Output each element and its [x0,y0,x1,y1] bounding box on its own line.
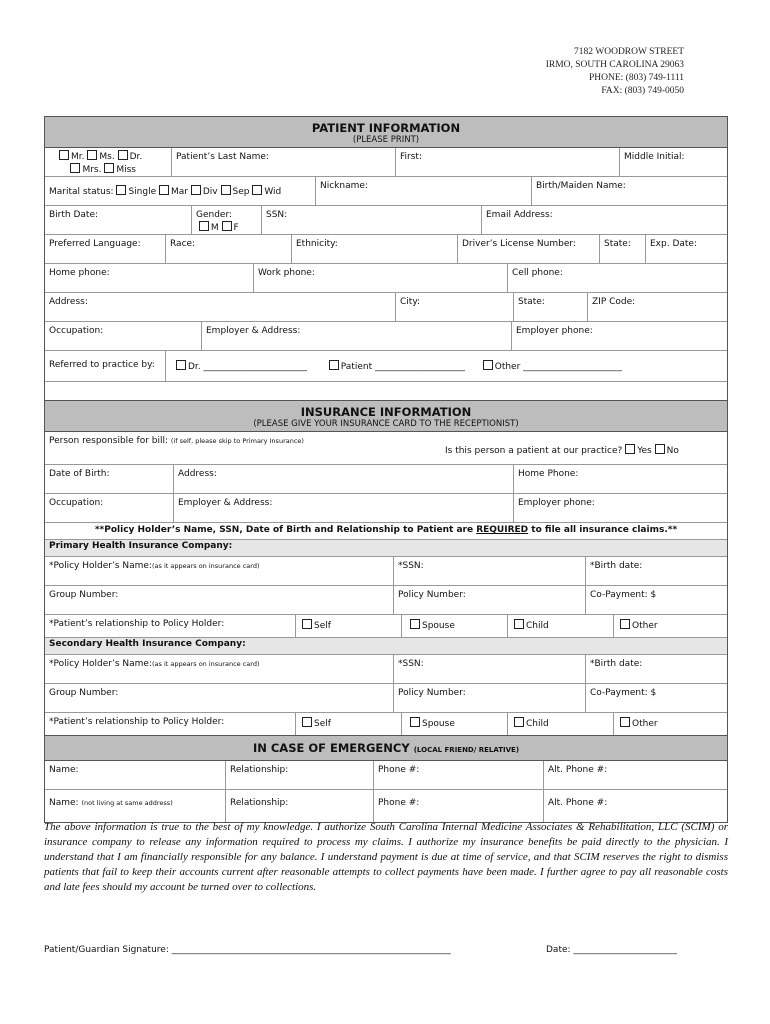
emergency-section-title: IN CASE OF EMERGENCY [252,741,410,755]
patient-section-header [45,117,727,148]
insured-occupation-field[interactable]: Occupation: [49,498,104,508]
insured-home-phone-field[interactable]: Home Phone: [513,465,727,493]
primary-group-row [45,586,727,615]
employer-address-field[interactable]: Employer & Address: [201,322,511,350]
license-exp-field[interactable]: Exp. Date: [645,235,727,263]
race-field[interactable]: Race: [165,235,291,263]
insurance-section-title: INSURANCE INFORMATION [300,405,472,419]
secondary-insurance-heading: Secondary Health Insurance Company: [45,638,727,655]
city-field[interactable]: City: [395,293,513,321]
insured-employer-address-field[interactable]: Employer & Address: [173,494,513,522]
primary-holder-name-field[interactable]: *Policy Holder’s Name:(as it appears on insurance card) [49,561,260,571]
first-name-field[interactable]: First: [395,148,619,176]
license-field[interactable]: Driver’s License Number: [457,235,599,263]
emergency-row-2 [45,790,727,822]
emergency-alt-phone-2-field[interactable]: Alt. Phone #: [543,790,727,822]
primary-insurance-heading: Primary Health Insurance Company: [45,540,727,557]
mrs-checkbox[interactable] [70,163,80,173]
secondary-group-row [45,684,727,713]
is-patient-yes-checkbox[interactable] [625,444,635,454]
divorced-checkbox[interactable] [191,185,201,195]
work-phone-field[interactable]: Work phone: [253,264,507,292]
primary-group-field[interactable]: Group Number: [49,590,119,600]
secondary-relationship-label: *Patient’s relationship to Policy Holder: [49,717,225,727]
primary-ssn-field[interactable]: *SSN: [393,557,585,585]
secondary-copay-field[interactable]: Co-Payment: $ [585,684,727,712]
referred-other-checkbox[interactable] [483,360,493,370]
is-patient-no-checkbox[interactable] [655,444,665,454]
primary-birth-date-field[interactable]: *Birth date: [585,557,727,585]
secondary-ssn-field[interactable]: *SSN: [393,655,585,683]
referred-label: Referred to practice by: [49,360,155,370]
emergency-name-2-field[interactable]: Name: (not living at same address) [49,798,173,808]
emergency-phone-2-field[interactable]: Phone #: [373,790,543,822]
secondary-policy-field[interactable]: Policy Number: [393,684,585,712]
birth-row: Birth Date: Gender: M F SSN: Email Address: [45,206,727,235]
separated-checkbox[interactable] [221,185,231,195]
section-spacer [45,382,727,401]
referred-row: Referred to practice by: Dr. _______________________ Patient ____________________ Other ______________________ [45,351,727,382]
primary-self-checkbox[interactable] [302,619,312,629]
responsible-field[interactable]: Person responsible for bill: (if self, please skip to Primary Insurance) [49,436,304,446]
emergency-alt-phone-1-field[interactable]: Alt. Phone #: [543,761,727,789]
secondary-birth-date-field[interactable]: *Birth date: [585,655,727,683]
zip-field[interactable]: ZIP Code: [587,293,727,321]
emergency-name-1-field[interactable]: Name: [49,765,79,775]
insured-address-field[interactable]: Address: [173,465,513,493]
ms-checkbox[interactable] [87,150,97,160]
insured-dob-row [45,465,727,494]
state-field[interactable]: State: [513,293,587,321]
insured-occupation-row [45,494,727,523]
primary-other-checkbox[interactable] [620,619,630,629]
language-field[interactable]: Preferred Language: [49,239,141,249]
secondary-other-checkbox[interactable] [620,717,630,727]
signature-line[interactable]: Patient/Guardian Signature: ______________________________________________________________ [44,945,451,955]
primary-holder-row [45,557,727,586]
practice-address [546,46,684,98]
emergency-section-note: (LOCAL FRIEND/ RELATIVE) [413,746,520,754]
occupation-row [45,322,727,351]
address-phone: PHONE: (803) 749-1111 [589,73,684,83]
primary-policy-field[interactable]: Policy Number: [393,586,585,614]
nickname-field[interactable]: Nickname: [315,177,531,205]
last-name-field[interactable]: Patient’s Last Name: [171,148,395,176]
emergency-phone-1-field[interactable]: Phone #: [373,761,543,789]
single-checkbox[interactable] [116,185,126,195]
address-fax: FAX: (803) 749-0050 [601,86,684,96]
secondary-group-field[interactable]: Group Number: [49,688,119,698]
emergency-section-header [45,736,727,761]
email-field[interactable]: Email Address: [481,206,727,234]
primary-spouse-checkbox[interactable] [410,619,420,629]
marital-row: Marital status: Single Mar Div Sep Wid Nickname: Birth/Maiden Name: [45,177,727,206]
patient-section-subtitle: (PLEASE PRINT) [352,135,420,145]
widowed-checkbox[interactable] [252,185,262,195]
name-row: Mr. Ms. Dr. Mrs. Miss Patient’s Last Name: First: Middle Initial: [45,148,727,177]
secondary-self-checkbox[interactable] [302,717,312,727]
secondary-holder-row [45,655,727,684]
ethnicity-field[interactable]: Ethnicity: [291,235,457,263]
primary-relationship-label: *Patient’s relationship to Policy Holder: [49,619,225,629]
address-row [45,293,727,322]
miss-checkbox[interactable] [104,163,114,173]
emergency-relationship-1-field[interactable]: Relationship: [225,761,373,789]
birth-maiden-field[interactable]: Birth/Maiden Name: [531,177,727,205]
referred-patient-checkbox[interactable] [329,360,339,370]
language-row [45,235,727,264]
employer-phone-field[interactable]: Employer phone: [511,322,727,350]
signature-date-line[interactable]: Date: _______________________ [546,945,677,955]
married-checkbox[interactable] [159,185,169,195]
secondary-relationship-row: *Patient’s relationship to Policy Holder: Self Spouse Child Other [45,713,727,736]
insured-dob-field[interactable]: Date of Birth: [49,469,110,479]
cell-phone-field[interactable]: Cell phone: [507,264,727,292]
primary-copay-field[interactable]: Co-Payment: $ [585,586,727,614]
home-phone-field[interactable]: Home phone: [49,268,110,278]
insured-employer-phone-field[interactable]: Employer phone: [513,494,727,522]
patient-section-title: PATIENT INFORMATION [311,121,461,135]
ssn-field[interactable]: SSN: [261,206,481,234]
secondary-spouse-checkbox[interactable] [410,717,420,727]
required-note: **Policy Holder’s Name, SSN, Date of Birth and Relationship to Patient are REQUIRED to file all insurance claims.** [45,523,727,540]
phone-row [45,264,727,293]
secondary-child-checkbox[interactable] [514,717,524,727]
secondary-holder-name-field[interactable]: *Policy Holder’s Name:(as it appears on insurance card) [49,659,260,669]
female-checkbox[interactable] [222,221,232,231]
middle-initial-field[interactable]: Middle Initial: [619,148,727,176]
emergency-relationship-2-field[interactable]: Relationship: [225,790,373,822]
mr-checkbox[interactable] [59,150,69,160]
address-city: IRMO, SOUTH CAROLINA 29063 [545,60,684,70]
primary-child-checkbox[interactable] [514,619,524,629]
male-checkbox[interactable] [199,221,209,231]
emergency-row-1 [45,761,727,790]
insurance-section-header [45,401,727,432]
registration-form [44,116,728,823]
license-state-field[interactable]: State: [599,235,645,263]
referred-dr-checkbox[interactable] [176,360,186,370]
address-field[interactable]: Address: [49,297,88,307]
address-street: 7182 WOODROW STREET [574,47,684,57]
authorization-statement: The above information is true to the best of my knowledge. I authorize South Carolina Internal Medicine Associates & Rehabilitation, LLC (SCIM) or insurance company to release any information required to process my claims. I authorize my insurance benefits be paid directly to the physician. I understand that I am financially responsible for any balance. I understand payment is due at time of service, and that SCIM reserves the right to dismiss patients that fail to keep their accounts current after reasonable attempts to collect payments have been made. I further agree to pay all reasonable costs and late fees should my account be turned over to collections. [44,821,728,893]
dr-checkbox[interactable] [118,150,128,160]
primary-relationship-row: *Patient’s relationship to Policy Holder: Self Spouse Child Other [45,615,727,638]
insurance-section-subtitle: (PLEASE GIVE YOUR INSURANCE CARD TO THE RECEPTIONIST) [253,419,519,429]
occupation-field[interactable]: Occupation: [49,326,104,336]
responsible-row: Person responsible for bill: (if self, please skip to Primary Insurance) Is this person a patient at our practice? Yes No [45,432,727,465]
birth-date-field[interactable]: Birth Date: [49,210,99,220]
